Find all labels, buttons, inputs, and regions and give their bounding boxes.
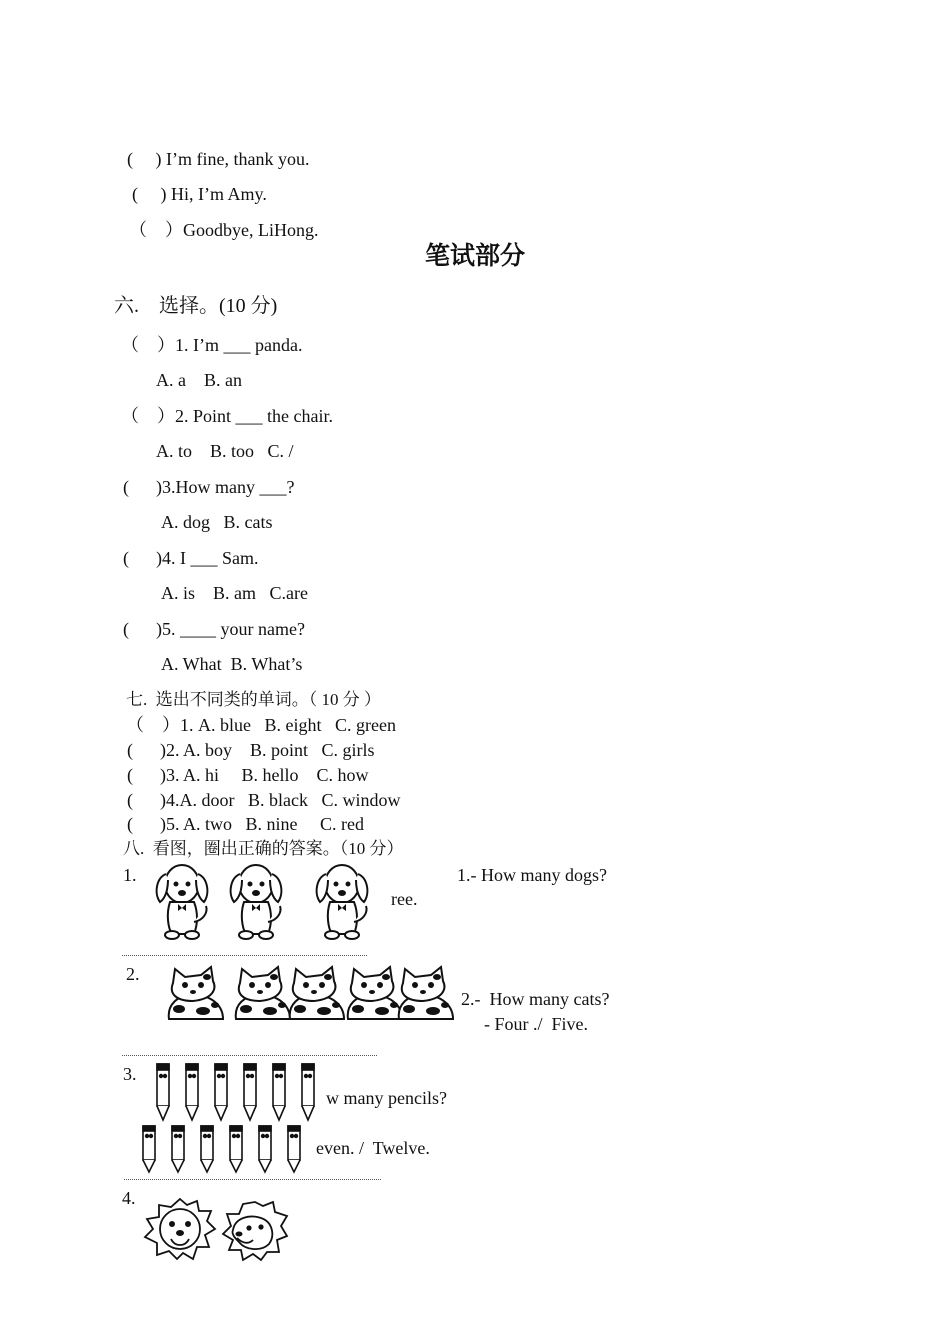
question-text: 4. I ___ Sam. (162, 548, 259, 568)
s8-q3-question: w many pencils? (326, 1088, 447, 1108)
pencil-icon (288, 1126, 300, 1172)
s6-q1 (121, 334, 302, 356)
pencil-icon (143, 1126, 155, 1172)
item-text: Hi, I’m Amy. (171, 184, 267, 204)
pencils-row-bottom (138, 1124, 318, 1174)
pencil-icon (273, 1064, 285, 1120)
s6-q4-options: A. is B. am C.are (161, 583, 308, 603)
section7-heading: 七. 选出不同类的单词。（ 10 分 ） (126, 690, 381, 709)
answer-bracket[interactable]: ( ) (123, 477, 162, 497)
pencil-icon (230, 1126, 242, 1172)
s8-q2-number: 2. (126, 964, 140, 984)
s8-q2-answer: - Four ./ Five. (484, 1014, 589, 1034)
answer-bracket[interactable]: ( ) (127, 740, 166, 760)
answer-bracket[interactable]: （ ） (126, 715, 180, 735)
section6-heading: 六. 选择。(10 分) (114, 295, 278, 317)
s6-q3-options: A. dog B. cats (161, 512, 273, 532)
s8-q4-number: 4. (122, 1188, 136, 1208)
answer-bracket[interactable]: ( ) (127, 765, 166, 785)
pencil-icon (302, 1064, 314, 1120)
s6-q5 (123, 618, 305, 640)
lion-picture (219, 1200, 289, 1262)
answer-bracket[interactable]: ( ) (127, 790, 166, 810)
cat-picture (284, 965, 348, 1023)
section8-heading: 八. 看图，圈出正确的答案。（10 分） (123, 839, 404, 858)
written-part-title: 笔试部分 (424, 241, 525, 270)
question-text: 3. A. hi B. hello C. how (166, 765, 369, 785)
answer-bracket[interactable]: ( ) (127, 149, 162, 169)
divider (122, 1055, 377, 1056)
s7-q2 (127, 739, 375, 761)
answer-bracket[interactable]: ( ) (132, 184, 167, 204)
answer-bracket[interactable]: （ ） (121, 335, 175, 355)
answer-bracket[interactable]: （ ） (129, 220, 183, 240)
s7-q3 (127, 764, 369, 786)
s8-q3-number: 3. (123, 1064, 137, 1084)
dog-picture (150, 862, 215, 940)
answer-bracket[interactable]: （ ） (121, 406, 175, 426)
pencil-icon (215, 1064, 227, 1120)
pencil-icon (259, 1126, 271, 1172)
s6-q2 (121, 405, 333, 427)
s8-q3-answer: even. / Twelve. (316, 1138, 430, 1158)
s6-q4 (123, 547, 259, 569)
s8-q1-answer: ree. (391, 889, 418, 909)
pencil-icon (201, 1126, 213, 1172)
pencil-icon (186, 1064, 198, 1120)
item-text: I’m fine, thank you. (166, 149, 310, 169)
s8-q1-number: 1. (123, 865, 137, 885)
s8-q1-question: 1.- How many dogs? (457, 865, 607, 885)
s8-q2-question: 2.- How many cats? (461, 989, 610, 1009)
cat-picture (393, 965, 457, 1023)
pencil-icon (244, 1064, 256, 1120)
s7-q4 (127, 789, 400, 811)
question-text: 1. I’m ___ panda. (175, 335, 303, 355)
question-text: 2. Point ___ the chair. (175, 406, 333, 426)
s6-q1-options: A. a B. an (156, 370, 242, 390)
pencil-icon (157, 1064, 169, 1120)
question-text: 5. A. two B. nine C. red (166, 814, 364, 834)
question-text: 1. A. blue B. eight C. green (180, 715, 396, 735)
s6-q3 (123, 476, 294, 498)
divider (122, 955, 367, 956)
item-text: Goodbye, LiHong. (183, 220, 319, 240)
s6-q2-options: A. to B. too C. / (156, 441, 294, 461)
dog-picture (310, 862, 375, 940)
answer-bracket[interactable]: ( ) (127, 814, 166, 834)
lion-picture (143, 1197, 217, 1261)
s7-q5 (127, 813, 364, 835)
pencil-icon (172, 1126, 184, 1172)
answer-bracket[interactable]: ( ) (123, 548, 162, 568)
pencils-row-top (152, 1062, 328, 1122)
answer-bracket[interactable]: ( ) (123, 619, 162, 639)
dog-picture (224, 862, 289, 940)
s7-q1 (126, 714, 396, 736)
question-text: 5. ____ your name? (162, 619, 305, 639)
s6-q5-options: A. What B. What’s (161, 654, 303, 674)
question-text: 4.A. door B. black C. window (166, 790, 401, 810)
question-text: 3.How many ___? (162, 477, 295, 497)
listening-item-3 (120, 197, 318, 241)
divider (124, 1179, 381, 1180)
question-text: 2. A. boy B. point C. girls (166, 740, 375, 760)
cat-picture (163, 965, 227, 1023)
